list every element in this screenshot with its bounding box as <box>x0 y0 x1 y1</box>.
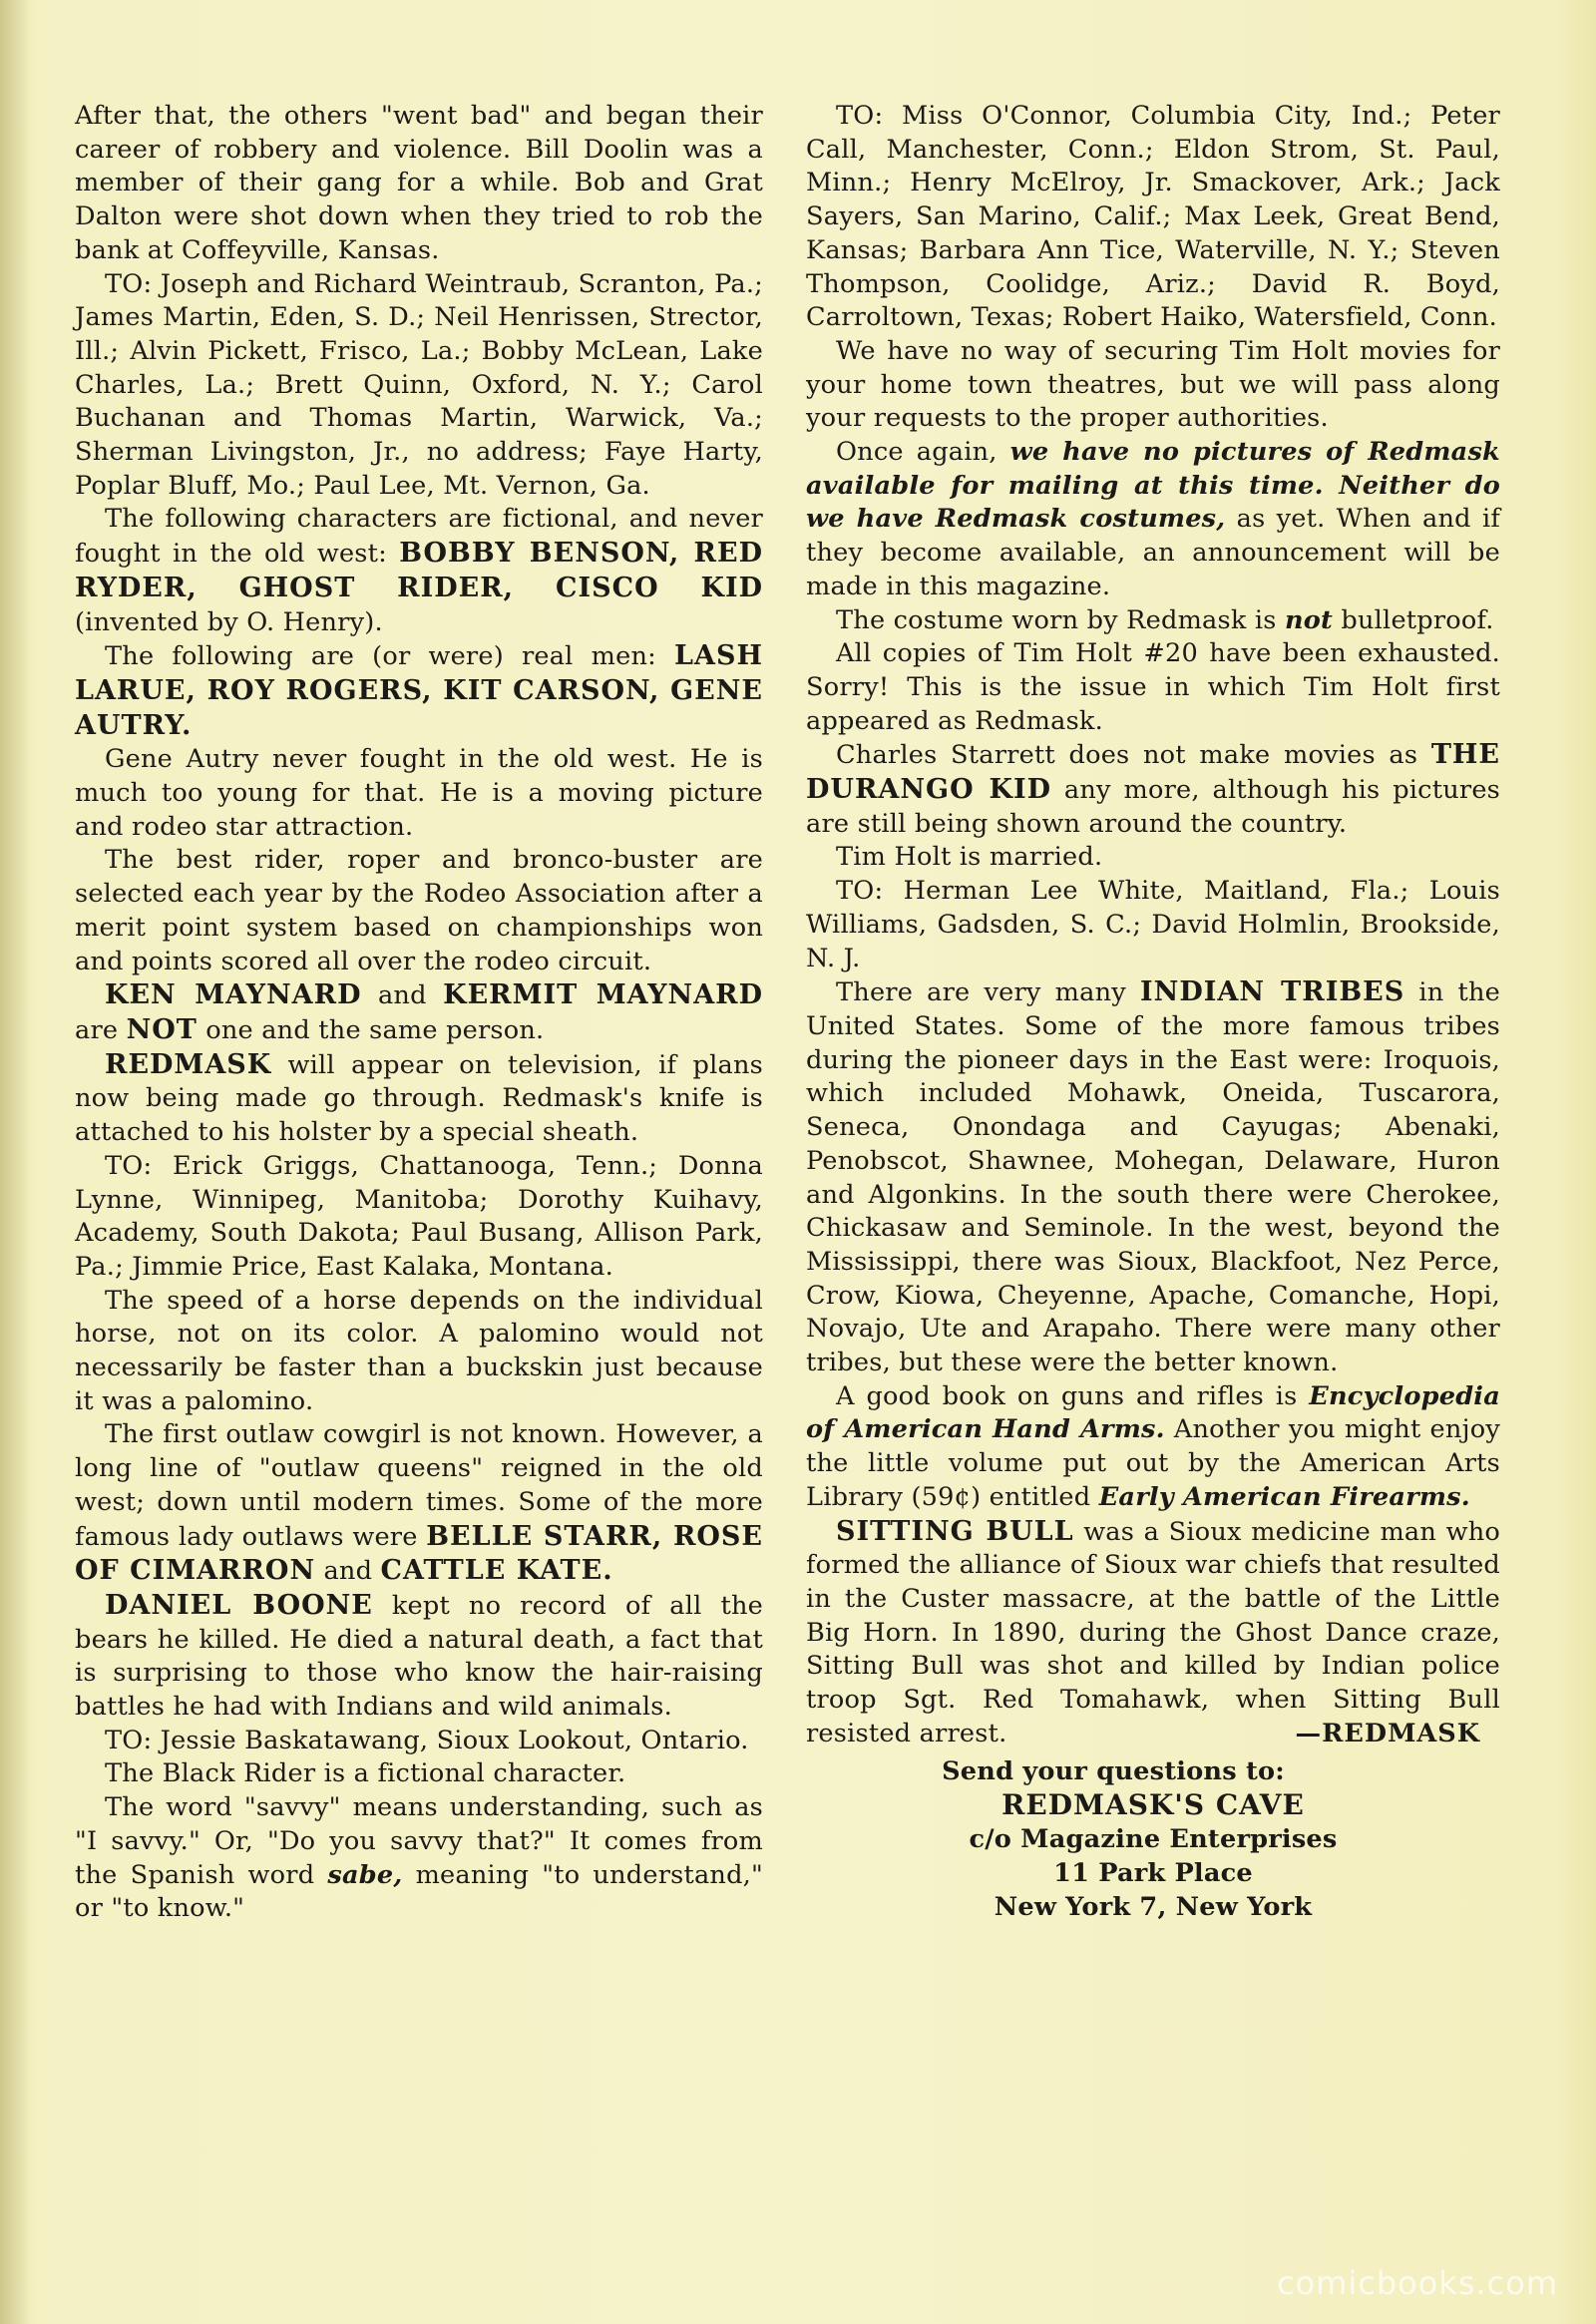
text: The following are (or were) real men: <box>105 641 656 672</box>
address-line: New York 7, New York <box>994 1892 1313 1923</box>
text: are <box>75 1014 119 1045</box>
text: (invented by O. Henry). <box>75 606 383 637</box>
character-names: BOBBY BENSON, RED RYDER, GHOST RIDER, CISCO KID <box>75 538 763 603</box>
name-caps: REDMASK <box>105 1048 272 1080</box>
paragraph <box>75 639 763 743</box>
name-caps: DANIEL BOONE <box>105 1589 373 1621</box>
paragraph: The best rider, roper and bronco-buster are selected each year by the Rodeo Association after a merit point system based on championships won and points scored all over the rodeo circuit. <box>75 845 763 976</box>
paragraph: The Black Rider is a fictional character. <box>105 1758 626 1789</box>
book-title: Encyclopedia of American Hand Arms. <box>806 1380 1500 1445</box>
left-column <box>75 100 763 1926</box>
paragraph <box>75 1791 763 1926</box>
text: The word "savvy" means understanding, such as "I savvy." Or, "Do you savvy that?" It comes from the Spanish word <box>75 1792 763 1890</box>
paragraph <box>806 1515 1500 1751</box>
text: and <box>323 1556 373 1587</box>
text: The first outlaw cowgirl is not known. However, a long line of "outlaw queens" reigned in the old west; down until modern times. Some of the more famous lady outlaws were <box>75 1419 763 1552</box>
name-caps: KERMIT MAYNARD <box>443 979 763 1011</box>
name-caps: THE DURANGO KID <box>806 739 1501 806</box>
name-caps: KEN MAYNARD <box>105 979 362 1011</box>
paragraph <box>75 1048 763 1150</box>
reader-list: TO: Miss O'Connor, Columbia City, Ind.; Peter Call, Manchester, Conn.; Eldon Strom, St. Paul, Minn.; Henry McElroy, Jr. Smackover, Ark.; Jack Sayers, San Marino, Calif.; Max Leek, Great Bend, Kansas; Barbara Ann Tice, Waterville, N. Y.; Steven Thompson, Coolidge, Ariz.; David R. Boyd, Carroltown, Texas; Robert Haiko, Watersfield, Conn. <box>806 101 1500 333</box>
paragraph: We have no way of securing Tim Holt movies for your home town theatres, but we will pass along your requests to the proper authorities. <box>806 335 1500 434</box>
paragraph <box>806 738 1500 841</box>
text: bulletproof. <box>1341 604 1494 635</box>
paragraph <box>806 604 1500 638</box>
reader-list: TO: Jessie Baskatawang, Sioux Lookout, Ontario. <box>105 1725 749 1755</box>
text: Once again, <box>836 437 998 468</box>
paragraph: All copies of Tim Holt #20 have been exhausted. Sorry! This is the issue in which Tim Holt first appeared as Redmask. <box>806 638 1500 736</box>
italic-word: sabe, <box>327 1859 403 1890</box>
book-title: Early American Firearms. <box>1098 1481 1470 1512</box>
paragraph: Gene Autry never fought in the old west. He is much too young for that. He is a moving picture and rodeo star attraction. <box>75 744 763 842</box>
paragraph: Tim Holt is married. <box>836 842 1103 873</box>
italic-text: we have no pictures of Redmask available for mailing at this time. Neither do we have Redmask costumes, <box>806 437 1500 535</box>
name-caps: INDIAN TRIBES <box>1140 976 1405 1008</box>
paragraph <box>75 503 763 639</box>
text: one and the same person. <box>205 1014 545 1045</box>
name-caps: CATTLE KATE. <box>380 1555 613 1587</box>
reader-list: TO: Joseph and Richard Weintraub, Scranton, Pa.; James Martin, Eden, S. D.; Neil Henrissen, Strector, Ill.; Alvin Pickett, Frisco, La.; Bobby McLean, Lake Charles, La.; Brett Quinn, Oxford, N. Y.; Carol Buchanan and Thomas Martin, Warwick, Va.; Sherman Livingston, Jr., no address; Faye Harty, Poplar Bluff, Mo.; Paul Lee, Mt. Vernon, Ga. <box>75 268 763 501</box>
right-column <box>806 100 1500 1924</box>
name-caps: NOT <box>126 1013 198 1045</box>
paragraph <box>806 975 1500 1379</box>
text: Charles Starrett does not make movies as <box>836 740 1418 771</box>
paragraph <box>75 1589 763 1725</box>
real-names: LASH LARUE, ROY ROGERS, KIT CARSON, GENE AUTRY. <box>75 640 763 741</box>
site-watermark: comicbooks.com <box>1276 2264 1558 2302</box>
paragraph <box>75 1418 763 1589</box>
paragraph <box>75 978 763 1047</box>
italic-word: not <box>1284 604 1334 635</box>
paragraph <box>806 1380 1500 1515</box>
address-line: Send your questions to: <box>942 1756 1285 1787</box>
address-line: c/o Magazine Enterprises <box>969 1824 1338 1855</box>
text: A good book on guns and rifles is <box>836 1380 1298 1411</box>
text: any more, although his pictures are still being shown around the country. <box>806 775 1500 839</box>
text: There are very many <box>836 977 1126 1008</box>
reader-list: TO: Erick Griggs, Chattanooga, Tenn.; Donna Lynne, Winnipeg, Manitoba; Dorothy Kuihavy, Academy, South Dakota; Paul Busang, Allison Park, Pa.; Jimmie Price, East Kalaka, Montana. <box>75 1150 763 1282</box>
text: in the United States. Some of the more famous tribes during the pioneer days in the East were: Iroquois, which included Mohawk, Oneida, Tuscarora, Seneca, Onondaga and Cayugas; Abenaki, Penobscot, Shawnee, Mohegan, Delaware, Huron and Algonkins. In the south there were Cherokee, Chickasaw and Seminole. In the west, beyond the Mississippi, there was Sioux, Blackfoot, Nez Perce, Crow, Kiowa, Cheyenne, Apache, Comanche, Hopi, Novajo, Ute and Arapaho. There were many other tribes, but these were the better known. <box>806 977 1501 1378</box>
name-caps: BELLE STARR, ROSE OF CIMARRON <box>75 1520 763 1587</box>
text: The following characters are fictional, and never fought in the old west: <box>75 504 763 570</box>
text: Another you might enjoy the little volume put out by the American Arts Library (59¢) entitled <box>806 1414 1500 1512</box>
text: and <box>377 980 427 1011</box>
address-line: 11 Park Place <box>1053 1858 1253 1889</box>
reader-list: TO: Herman Lee White, Maitland, Fla.; Louis Williams, Gadsden, S. C.; David Holmlin, Brookside, N. J. <box>806 876 1500 973</box>
page-spine-shadow <box>0 0 30 2324</box>
signature: —REDMASK <box>1295 1718 1480 1748</box>
text: The costume worn by Redmask is <box>836 604 1277 635</box>
mailing-address <box>806 1754 1500 1924</box>
text: will appear on television, if plans now being made go through. Redmask's knife is attached to his holster by a special sheath. <box>75 1049 763 1148</box>
paragraph <box>806 436 1500 604</box>
text: as yet. When and if they become available, an announcement will be made in this magazine. <box>806 504 1501 601</box>
text: meaning "to understand," or "to know." <box>75 1859 763 1924</box>
paragraph: After that, the others "went bad" and began their career of robbery and violence. Bill Doolin was a member of their gang for a while. Bob and Grat Dalton were shot down when they tried to rob the bank at Coffeyville, Kansas. <box>75 101 763 265</box>
text: kept no record of all the bears he killed. He died a natural death, a fact that is surprising to those who know the hair-raising battles he had with Indians and wild animals. <box>75 1590 763 1723</box>
name-caps: SITTING BULL <box>836 1515 1074 1547</box>
paragraph: The speed of a horse depends on the individual horse, not on its color. A palomino would not necessarily be faster than a buckskin just because it was a palomino. <box>75 1285 763 1416</box>
text: was a Sioux medicine man who formed the alliance of Sioux war chiefs that resulted in the Custer massacre, at the battle of the Little Big Horn. In 1890, during the Ghost Dance craze, Sitting Bull was shot and killed by Indian police troop Sgt. Red Tomahawk, when Sitting Bull resisted arrest. <box>806 1516 1501 1748</box>
address-line: REDMASK'S CAVE <box>1001 1788 1305 1822</box>
